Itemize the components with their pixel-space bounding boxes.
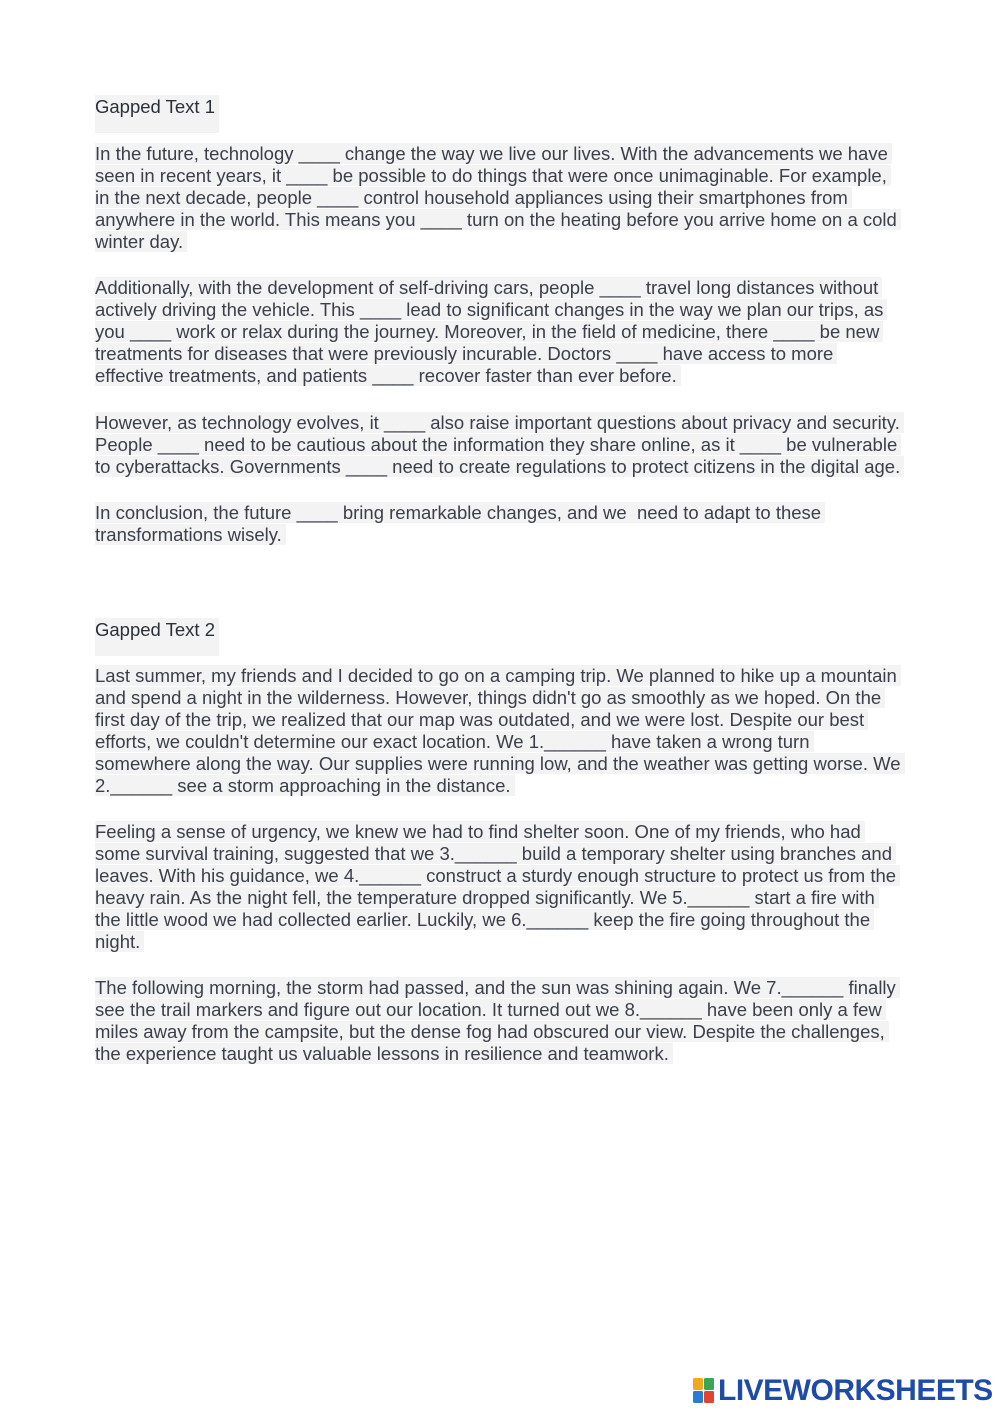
section2-paragraph-1 [95,665,905,797]
section2-paragraph-2 [95,821,900,953]
text-line: miles away from the campsite, but the dense fog had obscured our view. Despite the challenges, [95,1021,900,1043]
text-line: see the trail markers and figure out our location. It turned out we 8.______ have been only a few [95,999,900,1021]
text-line: the experience taught us valuable lessons in resilience and teamwork. [95,1043,900,1065]
section1-paragraph-1 [95,143,901,253]
text-line: However, as technology evolves, it ____ also raise important questions about privacy and security. [95,412,904,434]
text-line: efforts, we couldn't determine our exact location. We 1.______ have taken a wrong turn [95,731,905,753]
text-line: 2.______ see a storm approaching in the distance. [95,775,905,797]
liveworksheets-icon [693,1378,715,1404]
text-line: seen in recent years, it ____ be possible to do things that were once unimaginable. For example, [95,165,901,187]
text-line: In the future, technology ____ change the way we live our lives. With the advancements we have [95,143,901,165]
text-line: night. [95,931,900,953]
section1-title: Gapped Text 1 [95,95,219,133]
text-line: People ____ need to be cautious about the information they share online, as it ____ be vulnerable [95,434,904,456]
text-line: somewhere along the way. Our supplies were running low, and the weather was getting worse. We [95,753,905,775]
text-line: first day of the trip, we realized that our map was outdated, and we were lost. Despite our best [95,709,905,731]
section1-paragraph-4 [95,502,825,546]
text-line: the little wood we had collected earlier. Luckily, we 6.______ keep the fire going throughout the [95,909,900,931]
text-line: heavy rain. As the night fell, the temperature dropped significantly. We 5.______ start a fire with [95,887,900,909]
section1-paragraph-3 [95,412,904,478]
text-line: to cyberattacks. Governments ____ need to create regulations to protect citizens in the digital age. [95,456,904,478]
text-line: anywhere in the world. This means you ____ turn on the heating before you arrive home on a cold [95,209,901,231]
brand-wordmark: LIVEWORKSHEETS [718,1374,993,1407]
text-line: The following morning, the storm had passed, and the sun was shining again. We 7.______ finally [95,977,900,999]
text-line: Last summer, my friends and I decided to go on a camping trip. We planned to hike up a mountain [95,665,905,687]
text-line: winter day. [95,231,901,253]
text-line: treatments for diseases that were previously incurable. Doctors ____ have access to more [95,343,887,365]
text-line: transformations wisely. [95,524,825,546]
section1-paragraph-2 [95,277,887,387]
text-line: in the next decade, people ____ control household appliances using their smartphones from [95,187,901,209]
liveworksheets-logo[interactable] [693,1376,993,1406]
text-line: actively driving the vehicle. This ____ lead to significant changes in the way we plan our trips, as [95,299,887,321]
section2-title: Gapped Text 2 [95,618,219,656]
text-line: effective treatments, and patients ____ recover faster than ever before. [95,365,887,387]
text-line: and spend a night in the wilderness. However, things didn't go as smoothly as we hoped. On the [95,687,905,709]
section2-paragraph-3 [95,977,900,1065]
text-line: Feeling a sense of urgency, we knew we had to find shelter soon. One of my friends, who had [95,821,900,843]
text-line: In conclusion, the future ____ bring remarkable changes, and we need to adapt to these [95,502,825,524]
text-line: Additionally, with the development of self-driving cars, people ____ travel long distances without [95,277,887,299]
text-line: you ____ work or relax during the journey. Moreover, in the field of medicine, there ____ be new [95,321,887,343]
text-line: some survival training, suggested that we 3.______ build a temporary shelter using branches and [95,843,900,865]
text-line: leaves. With his guidance, we 4.______ construct a sturdy enough structure to protect us from the [95,865,900,887]
